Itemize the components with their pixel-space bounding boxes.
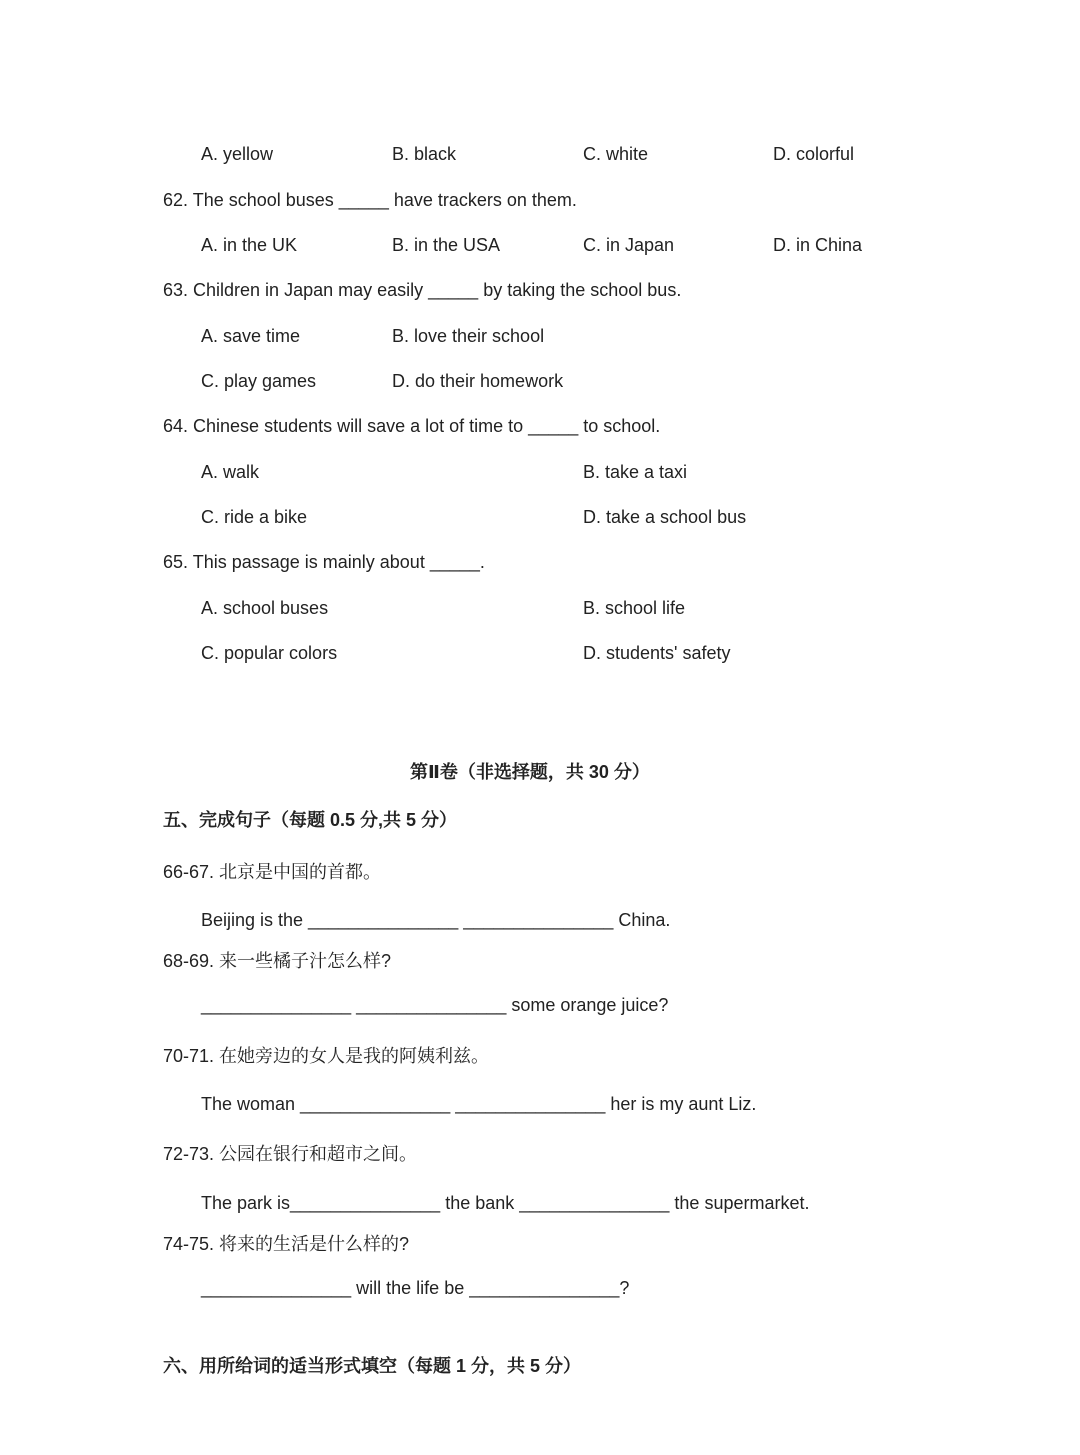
q64-option-c: C. ride a bike xyxy=(201,507,308,527)
q63-option-b: B. love their school xyxy=(392,326,545,346)
q61-option-c: C. white xyxy=(583,144,649,164)
part2-title: 第Ⅱ卷（非选择题，共 30 分） xyxy=(410,762,650,782)
q62-option-c: C. in Japan xyxy=(583,235,675,255)
q65-option-d: D. students' safety xyxy=(583,643,731,663)
sentence-66-67-prompt: 66-67. 北京是中国的首都。 xyxy=(163,862,382,882)
q62-option-d: D. in China xyxy=(773,235,863,255)
sentence-74-75-prompt: 74-75. 将来的生活是什么样的? xyxy=(163,1234,410,1254)
sentence-68-69-prompt: 68-69. 来一些橘子汁怎么样? xyxy=(163,951,392,971)
sentence-72-73-prompt: 72-73. 公园在银行和超市之间。 xyxy=(163,1144,418,1164)
q65-option-b: B. school life xyxy=(583,598,686,618)
q62-stem: 62. The school buses _____ have trackers on them. xyxy=(163,190,577,210)
section5-heading: 五、完成句子（每题 0.5 分,共 5 分） xyxy=(163,810,458,830)
sentence-74-75-answer: _______________ will the life be _______________? xyxy=(201,1278,630,1298)
q62-option-a: A. in the UK xyxy=(201,235,298,255)
q64-stem: 64. Chinese students will save a lot of time to _____ to school. xyxy=(163,416,661,436)
q61-option-b: B. black xyxy=(392,144,457,164)
q64-option-b: B. take a taxi xyxy=(583,462,688,482)
q61-option-a: A. yellow xyxy=(201,144,274,164)
q64-option-a: A. walk xyxy=(201,462,260,482)
q63-option-c: C. play games xyxy=(201,371,317,391)
q62-option-b: B. in the USA xyxy=(392,235,501,255)
q61-option-d: D. colorful xyxy=(773,144,855,164)
q65-stem: 65. This passage is mainly about _____. xyxy=(163,552,485,572)
sentence-70-71-prompt: 70-71. 在她旁边的女人是我的阿姨利兹。 xyxy=(163,1046,490,1066)
q65-option-c: C. popular colors xyxy=(201,643,338,663)
q63-option-a: A. save time xyxy=(201,326,301,346)
q65-option-a: A. school buses xyxy=(201,598,329,618)
sentence-66-67-answer: Beijing is the _______________ _______________ China. xyxy=(201,910,671,930)
q63-option-d: D. do their homework xyxy=(392,371,564,391)
section6-heading: 六、用所给词的适当形式填空（每题 1 分，共 5 分） xyxy=(163,1356,582,1376)
q63-stem: 63. Children in Japan may easily _____ by taking the school bus. xyxy=(163,280,682,300)
sentence-70-71-answer: The woman _______________ _______________ her is my aunt Liz. xyxy=(201,1094,757,1114)
sentence-72-73-answer: The park is_______________ the bank _______________ the supermarket. xyxy=(201,1193,810,1213)
sentence-68-69-answer: _______________ _______________ some orange juice? xyxy=(201,995,669,1015)
q64-option-d: D. take a school bus xyxy=(583,507,747,527)
